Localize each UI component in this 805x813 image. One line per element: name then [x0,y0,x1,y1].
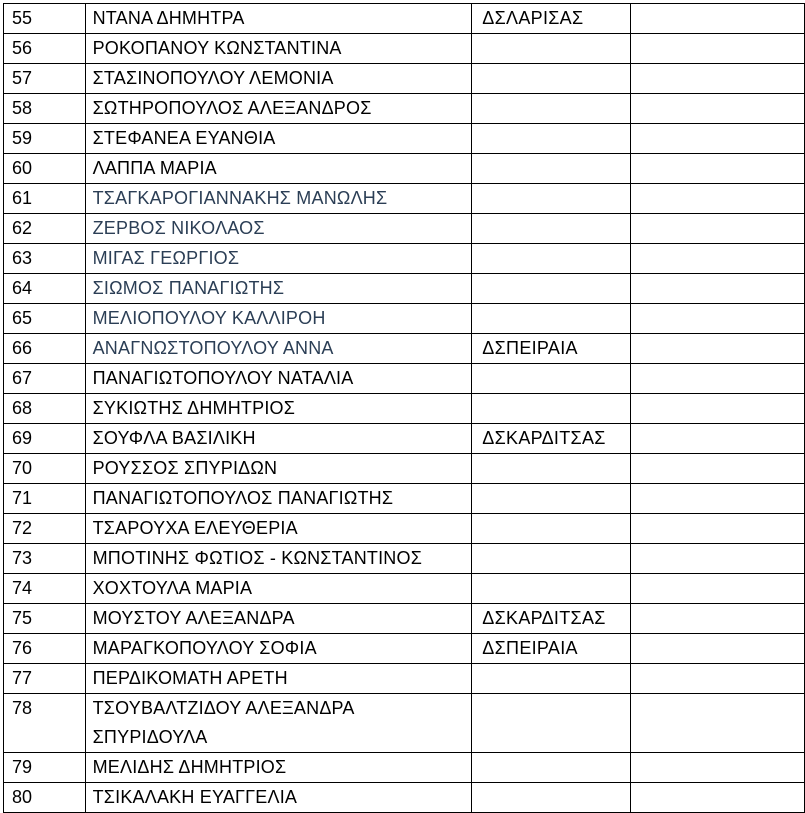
row-number-cell: 76 [4,634,86,664]
row-number-cell: 65 [4,304,86,334]
row-number-cell: 59 [4,124,86,154]
row-extra-cell [630,604,804,634]
row-extra-cell [630,514,804,544]
table-row [4,124,805,154]
row-department-cell [472,244,630,274]
row-department-cell: ΔΣΚΑΡΔΙΤΣΑΣ [472,604,630,634]
row-name-cell: ΠΑΝΑΓΙΩΤΟΠΟΥΛΟΣ ΠΑΝΑΓΙΩΤΗΣ [85,484,472,514]
table-row [4,783,805,813]
row-extra-cell [630,64,804,94]
row-department-cell [472,364,630,394]
row-department-cell [472,214,630,244]
row-department-cell [472,514,630,544]
table-row [4,514,805,544]
row-extra-cell [630,154,804,184]
row-number-cell: 57 [4,64,86,94]
table-row [4,604,805,634]
row-department-cell [472,783,630,813]
table-row [4,334,805,364]
row-name-cell: ΧΟΧΤΟΥΛΑ ΜΑΡΙΑ [85,574,472,604]
table-row [4,544,805,574]
row-name-cell: ΜΙΓΑΣ ΓΕΩΡΓΙΟΣ [85,244,472,274]
row-department-cell [472,154,630,184]
row-department-cell [472,124,630,154]
row-name-cell: ΠΑΝΑΓΙΩΤΟΠΟΥΛΟΥ ΝΑΤΑΛΙΑ [85,364,472,394]
row-number-cell: 73 [4,544,86,574]
table-row [4,94,805,124]
row-name-cell: ΖΕΡΒΟΣ ΝΙΚΟΛΑΟΣ [85,214,472,244]
row-extra-cell [630,214,804,244]
row-extra-cell [630,94,804,124]
row-extra-cell [630,424,804,454]
row-number-cell: 56 [4,34,86,64]
table-row [4,4,805,34]
row-extra-cell [630,544,804,574]
row-number-cell: 58 [4,94,86,124]
row-name-cell: ΜΕΛΙΔΗΣ ΔΗΜΗΤΡΙΟΣ [85,753,472,783]
table-row [4,424,805,454]
row-department-cell: ΔΣΛΑΡΙΣΑΣ [472,4,630,34]
table-row [4,34,805,64]
row-extra-cell [630,664,804,694]
row-name-cell: ΜΑΡΑΓΚΟΠΟΥΛΟΥ ΣΟΦΙΑ [85,634,472,664]
row-department-cell [472,694,630,753]
row-number-cell: 66 [4,334,86,364]
members-table-body [4,4,805,813]
table-row [4,184,805,214]
row-department-cell [472,304,630,334]
members-table [3,3,805,813]
row-department-cell [472,94,630,124]
row-extra-cell [630,184,804,214]
row-name-cell: ΣΙΩΜΟΣ ΠΑΝΑΓΙΩΤΗΣ [85,274,472,304]
row-number-cell: 80 [4,783,86,813]
table-row [4,274,805,304]
row-extra-cell [630,574,804,604]
row-department-cell: ΔΣΚΑΡΔΙΤΣΑΣ [472,424,630,454]
row-number-cell: 77 [4,664,86,694]
row-department-cell [472,574,630,604]
row-number-cell: 79 [4,753,86,783]
row-name-cell: ΤΣΟΥΒΑΛΤΖΙΔΟΥ ΑΛΕΞΑΝΔΡΑ ΣΠΥΡΙΔΟΥΛΑ [85,694,472,753]
row-department-cell [472,394,630,424]
table-row [4,364,805,394]
row-name-cell: ΠΕΡΔΙΚΟΜΑΤΗ ΑΡΕΤΗ [85,664,472,694]
table-row [4,304,805,334]
row-extra-cell [630,4,804,34]
row-department-cell [472,664,630,694]
row-name-cell: ΣΟΥΦΛΑ ΒΑΣΙΛΙΚΗ [85,424,472,454]
table-row [4,154,805,184]
row-number-cell: 68 [4,394,86,424]
row-department-cell [472,484,630,514]
row-name-cell: ΑΝΑΓΝΩΣΤΟΠΟΥΛΟΥ ΑΝΝΑ [85,334,472,364]
row-name-cell: ΣΤΑΣΙΝΟΠΟΥΛΟΥ ΛΕΜΟΝΙΑ [85,64,472,94]
row-extra-cell [630,334,804,364]
row-number-cell: 64 [4,274,86,304]
row-name-cell: ΤΣΑΓΚΑΡΟΓΙΑΝΝΑΚΗΣ ΜΑΝΩΛΗΣ [85,184,472,214]
row-extra-cell [630,34,804,64]
row-department-cell [472,274,630,304]
table-row [4,454,805,484]
row-number-cell: 71 [4,484,86,514]
row-number-cell: 70 [4,454,86,484]
row-extra-cell [630,694,804,753]
row-extra-cell [630,124,804,154]
table-row [4,244,805,274]
row-name-cell: ΜΟΥΣΤΟΥ ΑΛΕΞΑΝΔΡΑ [85,604,472,634]
table-row [4,664,805,694]
row-department-cell: ΔΣΠΕΙΡΑΙΑ [472,634,630,664]
row-extra-cell [630,274,804,304]
table-row [4,214,805,244]
table-row [4,574,805,604]
table-row [4,64,805,94]
row-extra-cell [630,753,804,783]
table-row [4,634,805,664]
row-name-cell: ΣΩΤΗΡΟΠΟΥΛΟΣ ΑΛΕΞΑΝΔΡΟΣ [85,94,472,124]
row-number-cell: 74 [4,574,86,604]
table-row [4,694,805,753]
row-department-cell: ΔΣΠΕΙΡΑΙΑ [472,334,630,364]
row-number-cell: 61 [4,184,86,214]
row-number-cell: 60 [4,154,86,184]
row-name-cell: ΛΑΠΠΑ ΜΑΡΙΑ [85,154,472,184]
row-extra-cell [630,634,804,664]
table-row [4,484,805,514]
row-extra-cell [630,394,804,424]
row-name-cell: ΣΤΕΦΑΝΕΑ ΕΥΑΝΘΙΑ [85,124,472,154]
row-extra-cell [630,484,804,514]
row-extra-cell [630,244,804,274]
row-number-cell: 69 [4,424,86,454]
row-number-cell: 63 [4,244,86,274]
row-extra-cell [630,364,804,394]
row-name-cell: ΡΟΥΣΣΟΣ ΣΠΥΡΙΔΩΝ [85,454,472,484]
row-extra-cell [630,783,804,813]
row-extra-cell [630,304,804,334]
table-row [4,394,805,424]
row-department-cell [472,64,630,94]
row-department-cell [472,34,630,64]
row-name-cell: ΝΤΑΝΑ ΔΗΜΗΤΡΑ [85,4,472,34]
row-department-cell [472,184,630,214]
table-row [4,753,805,783]
row-number-cell: 62 [4,214,86,244]
row-name-cell: ΣΥΚΙΩΤΗΣ ΔΗΜΗΤΡΙΟΣ [85,394,472,424]
row-name-cell: ΡΟΚΟΠΑΝΟΥ ΚΩΝΣΤΑΝΤΙΝΑ [85,34,472,64]
row-number-cell: 67 [4,364,86,394]
row-name-cell: ΤΣΙΚΑΛΑΚΗ ΕΥΑΓΓΕΛΙΑ [85,783,472,813]
row-number-cell: 55 [4,4,86,34]
row-number-cell: 72 [4,514,86,544]
row-number-cell: 78 [4,694,86,753]
row-name-cell: ΜΠΟΤΙΝΗΣ ΦΩΤΙΟΣ - ΚΩΝΣΤΑΝΤΙΝΟΣ [85,544,472,574]
row-number-cell: 75 [4,604,86,634]
row-department-cell [472,454,630,484]
row-name-cell: ΜΕΛΙΟΠΟΥΛΟΥ ΚΑΛΛΙΡΟΗ [85,304,472,334]
row-name-cell: ΤΣΑΡΟΥΧΑ ΕΛΕΥΘΕΡΙΑ [85,514,472,544]
row-department-cell [472,753,630,783]
row-extra-cell [630,454,804,484]
row-department-cell [472,544,630,574]
